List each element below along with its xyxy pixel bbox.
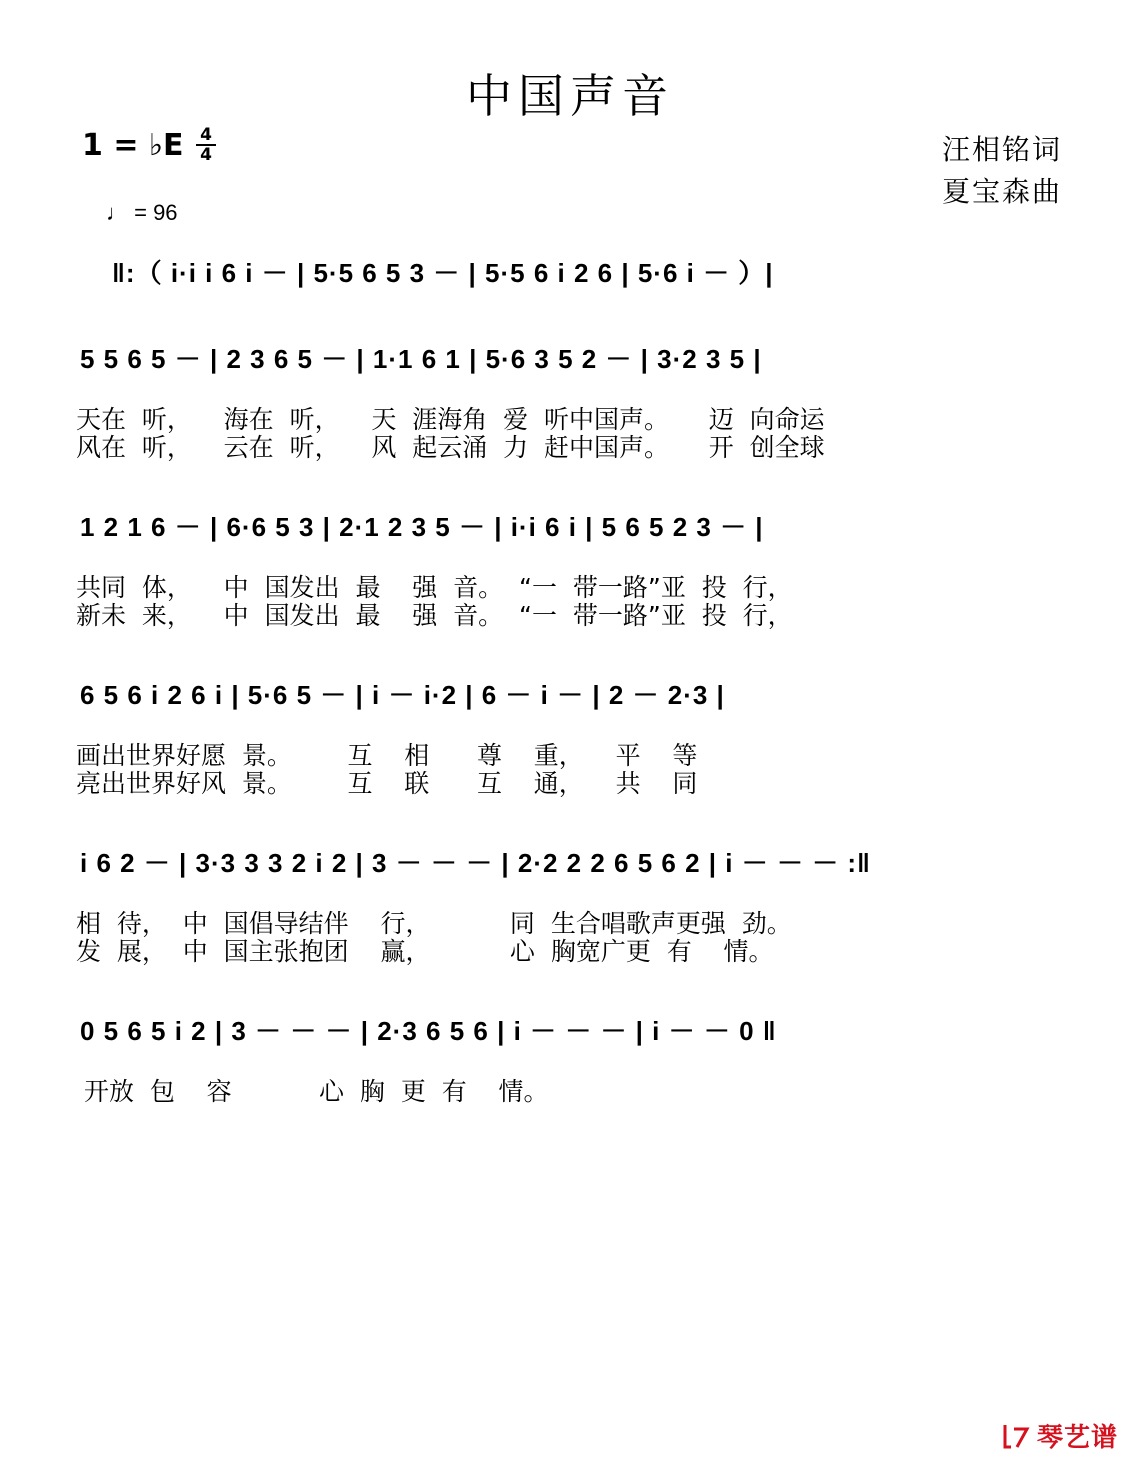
score-line-2: 5 5 6 5 － | 2 3 6 5 － | 1·1 6 1 | 5·6 3 5 2 － | 3·2 3 5 | [80, 344, 762, 374]
lyrics-line3-verse1: 共同 体， 中 国发出 最 强 音。 “一 带一路”亚 投 行， [76, 573, 793, 602]
lyrics-line2-verse2: 风在 听， 云在 听， 风 起云涌 力 赶中国声。 开 创全球 [76, 433, 825, 462]
lyrics-line6: 开放 包 容 心 胸 更 有 情。 [76, 1077, 549, 1106]
song-title: 中国声音 [466, 69, 674, 123]
score-line-4: 6 5 6 i 2 6 i | 5·6 5 － | i － i·2 | 6 － i － | 2 － 2·3 | [80, 680, 725, 710]
lyrics-line3-verse2: 新未 来， 中 国发出 最 强 音。 “一 带一路”亚 投 行， [76, 601, 793, 630]
music-note-logo-icon [1001, 1421, 1031, 1451]
composer-credit: 夏宝森曲 [941, 175, 1062, 208]
lyricist-credit: 汪相铭词 [941, 133, 1062, 166]
lyrics-line4-verse1: 画出世界好愿 景。 互 相 尊 重， 平 等 [76, 741, 698, 770]
watermark-text: 琴艺谱 [1036, 1423, 1118, 1453]
score-line-6: 0 5 6 5 i 2 | 3 － － － | 2·3 6 5 6 | i － － － | i － － 0 ‖ [80, 1016, 777, 1046]
tempo-marking: ♩ = 96 [106, 200, 178, 225]
lyrics-line5-verse1: 相 待， 中 国倡导结伴 行， 同 生合唱歌声更强 劲。 [76, 909, 792, 938]
time-signature-top: 4 [200, 125, 212, 145]
score-line-1: ‖:（ i·i i 6 i － | 5·5 6 5 3 － | 5·5 6 i 2 6 | 5·6 i － ）| [112, 258, 774, 288]
lyrics-line2-verse1: 天在 听， 海在 听， 天 涯海角 爱 听中国声。 迈 向命运 [76, 405, 825, 434]
time-signature [196, 126, 216, 164]
key-signature: 1 = ♭E [82, 128, 184, 163]
watermark-logo [1001, 1417, 1118, 1454]
lyrics-line5-verse2: 发 展， 中 国主张抱团 赢， 心 胸宽广更 有 情。 [76, 937, 774, 966]
score-line-3: 1 2 1 6 － | 6·6 5 3 | 2·1 2 3 5 － | i·i 6 i | 5 6 5 2 3 － | [80, 512, 764, 542]
lyrics-line4-verse2: 亮出世界好风 景。 互 联 互 通， 共 同 [76, 769, 698, 798]
time-signature-bottom: 4 [200, 145, 212, 165]
score-line-5: i 6 2 － | 3·3 3 3 2 i 2 | 3 － － － | 2·2 2 2 6 5 6 2 | i － － － :‖ [80, 848, 871, 878]
